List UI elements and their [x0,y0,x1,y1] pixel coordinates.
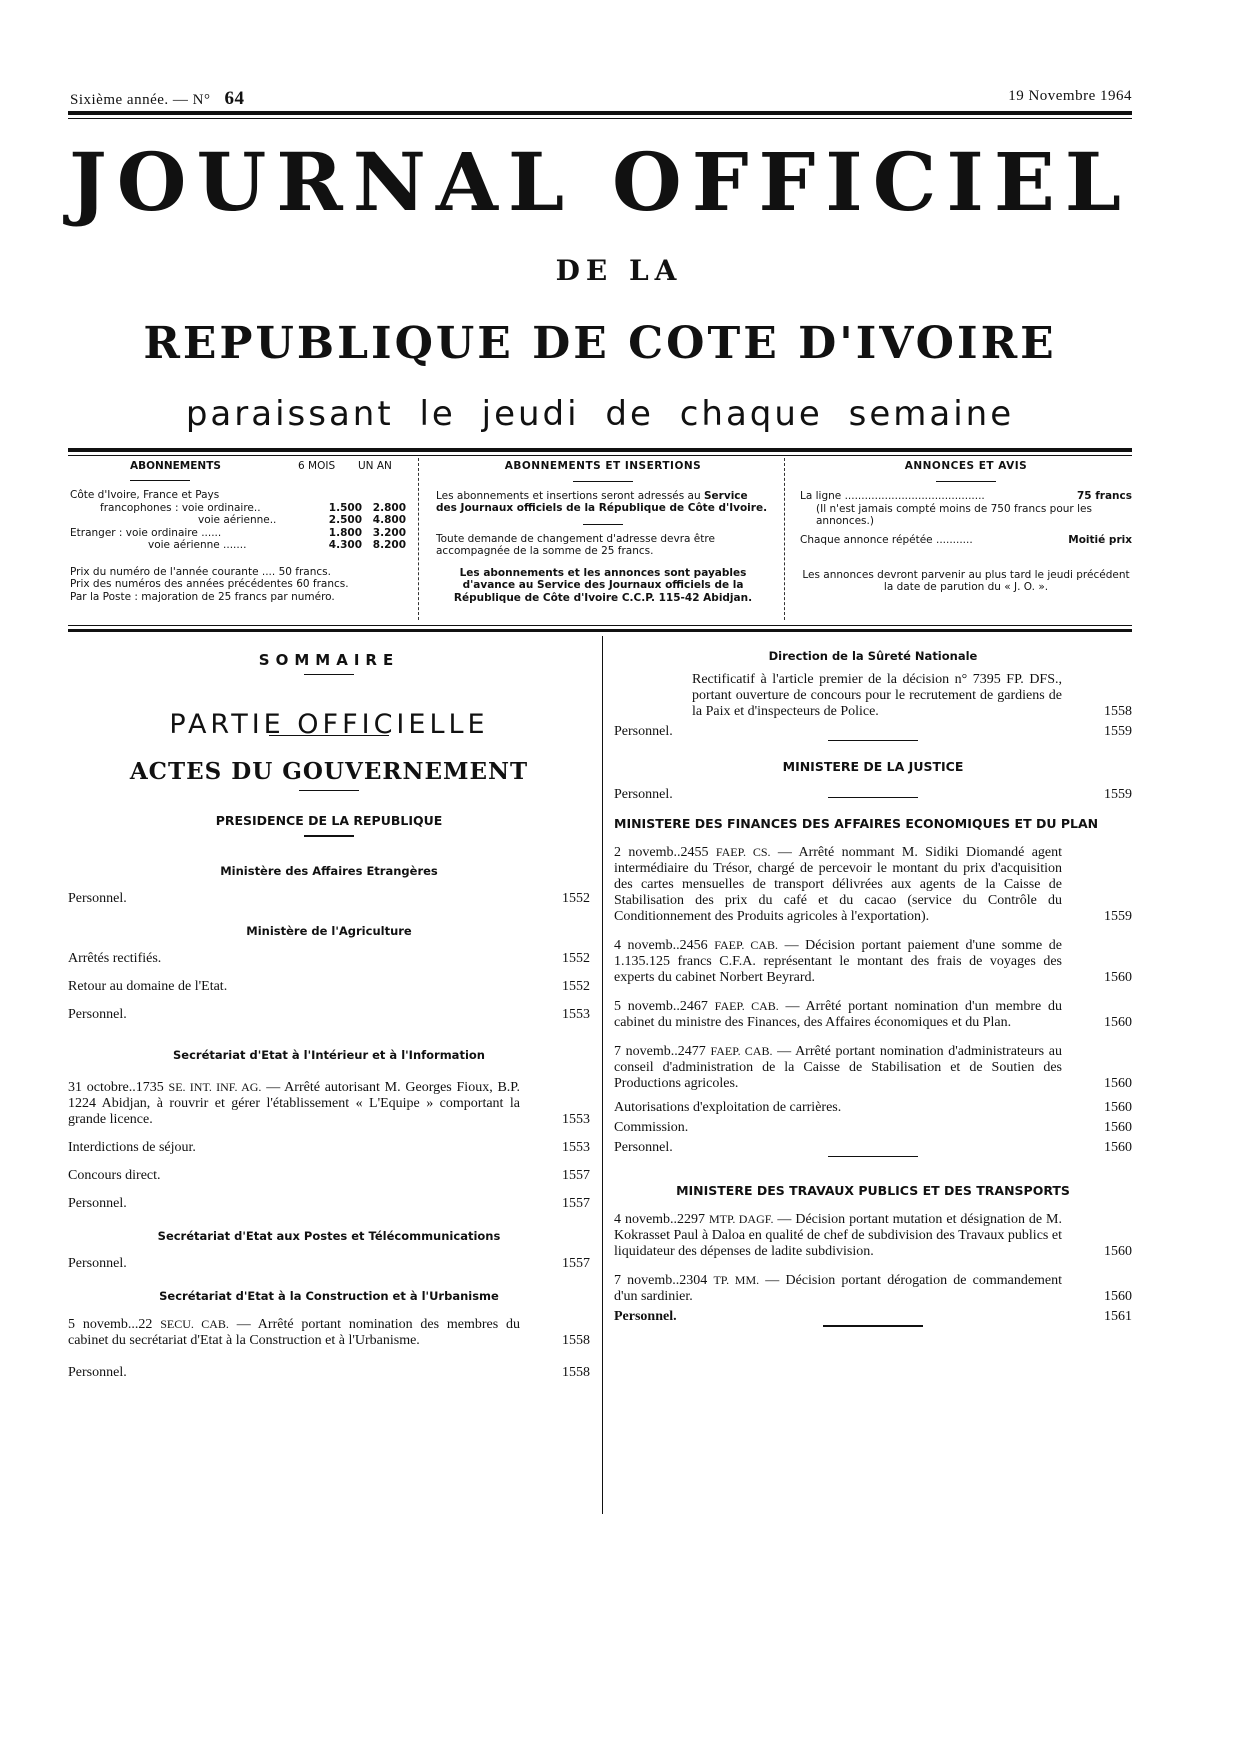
sommaire-right-column [614,648,1132,1333]
box-separator [418,458,419,620]
table-row: Etranger : voie ordinaire ...... 1.800 3.200 [70,526,406,539]
issue-number [70,88,244,110]
partie-officielle-title: PARTIE OFFICIELLE [169,709,489,740]
issue-line [70,88,1132,110]
edition-label: Sixième année. — N° [70,92,211,108]
table-row: francophones : voie ordinaire.. 1.500 2.800 [100,501,406,514]
list-item: Rectificatif à l'article premier de la décision n° 7395 FP. DFS., portant ouverture de concours pour le recrutement de gardiens de la Paix et d'inspecteurs de Police. 1558 [692,672,1132,719]
sommaire-title: SOMMAIRE [258,651,400,669]
list-item: 5 novemb...22 SECU. CAB. — Arrêté portant nomination des membres du cabinet du secrétariat d'Etat à la Construction et à l'Urbanisme. 1558 [68,1317,590,1348]
list-item: Personnel. 1560 [614,1140,1132,1155]
section-surete: Direction de la Sûreté Nationale [768,649,978,663]
list-item: 7 novemb..2304 TP. MM. — Décision portant dérogation de commandement d'un sardinier. 1560 [614,1273,1132,1304]
insertions-p2: Toute demande de changement d'adresse devra être accompagnée de la somme de 25 francs. [436,532,715,557]
annonces-box [800,460,1132,594]
list-item: Personnel. 1561 [614,1309,1132,1324]
ligne-price: 75 francs [1076,489,1132,502]
insertions-p3: Les abonnements et les annonces sont payables d'avance au Service des Journaux officiels de la République de Côte d'Ivoire C.C.P. 115-42 Abidjan. [453,566,753,604]
rule [68,448,1132,452]
section-affaires-etrangeres: Ministère des Affaires Etrangères [220,864,438,878]
ligne-label: La ligne .......................................... [800,489,985,502]
tariff-table [70,489,406,552]
list-item: Personnel. 1559 [614,787,1132,802]
list-item: 5 novemb..2467 FAEP. CAB. — Arrêté portant nomination d'un membre du cabinet du ministre des Finances, des Affaires économiques et du Plan. 1560 [614,999,1132,1030]
list-item: 7 novemb..2477 FAEP. CAB. — Arrêté portant nomination d'administrateurs au conseil d'administration de la Caisse de Stabilisation et de Soutien des Productions agricoles. 1560 [614,1044,1132,1091]
insertions-heading: ABONNEMENTS ET INSERTIONS [504,460,702,472]
table-row: voie aérienne ....... 4.300 8.200 [148,539,406,551]
list-item: Autorisations d'exploitation de carrières. 1560 [614,1100,1132,1115]
insertions-p1: Les abonnements et insertions seront adressés au Service des Journaux officiels de la République de Côte d'Ivoire. [436,489,768,514]
masthead-title: JOURNAL OFFICIEL [68,135,1132,229]
abonnements-box [70,460,406,603]
list-item: Personnel. 1557 [68,1256,590,1271]
list-item: 4 novemb..2297 MTP. DAGF. — Décision portant mutation et désignation de M. Kokrasset Paul à Daloa en qualité de chef de subdivision des Travaux publics et liquidateur des dépenses de ladite subdivision. 1560 [614,1212,1132,1259]
list-item: Personnel. 1557 [68,1196,590,1211]
sommaire-left-column [68,648,590,1381]
section-agriculture: Ministère de l'Agriculture [246,924,412,938]
prix-line: Par la Poste : majoration de 25 francs par numéro. [70,590,335,603]
section-justice: MINISTERE DE LA JUSTICE [782,759,964,774]
rule [68,629,1132,632]
annonces-heading: ANNONCES ET AVIS [904,460,1028,472]
section-finances: MINISTERE DES FINANCES DES AFFAIRES ECONOMIQUES ET DU PLAN [614,816,1099,831]
section-construction: Secrétariat d'Etat à la Construction et à l'Urbanisme [159,1289,499,1303]
insertions-box [436,460,770,613]
col-6mois: 6 MOIS [298,460,336,472]
repetee-price: Moitié prix [1068,533,1132,546]
rule [68,118,1132,119]
col-1an: UN AN [358,460,392,472]
rule [68,455,1132,456]
list-item: Arrêtés rectifiés. 1552 [68,951,590,966]
rule [68,625,1132,626]
column-separator [602,636,603,1514]
list-item: Concours direct. 1557 [68,1168,590,1183]
prix-line: Prix des numéros des années précédentes 60 francs. [70,578,349,590]
list-item: Personnel. 1552 [68,891,590,906]
issue-num: 64 [224,88,245,109]
annonces-delai: Les annonces devront parvenir au plus tard le jeudi précédent la date de parution du « J. O. ». [802,568,1130,593]
masthead-subtitle: paraissant le jeudi de chaque semaine [185,394,1015,434]
prix-line: Prix du numéro de l'année courante .... 50 francs. [70,565,331,578]
list-item: Retour au domaine de l'Etat. 1552 [68,979,590,994]
actes-title: ACTES DU GOUVERNEMENT [129,758,529,785]
section-travaux: MINISTERE DES TRAVAUX PUBLICS ET DES TRANSPORTS [676,1183,1070,1198]
section-interieur: Secrétariat d'Etat à l'Intérieur et à l'Information [173,1048,485,1062]
list-item: Interdictions de séjour. 1553 [68,1140,590,1155]
list-item: Personnel. 1559 [614,724,1132,739]
masthead-republic: REPUBLIQUE DE COTE D'IVOIRE [143,318,1057,369]
issue-date: 19 Novembre 1964 [1008,88,1132,104]
ligne-note: (Il n'est jamais compté moins de 750 francs pour les annonces.) [816,502,1092,527]
table-row: voie aérienne.. 2.500 4.800 [198,514,406,526]
box-separator [784,458,785,620]
list-item: Personnel. 1558 [68,1365,590,1380]
masthead-de-la: DE LA [555,254,683,287]
list-item: Personnel. 1553 [68,1007,590,1022]
list-item: Commission. 1560 [614,1120,1132,1135]
section-postes: Secrétariat d'Etat aux Postes et Télécommunications [157,1229,501,1243]
rule [68,111,1132,115]
table-row: Côte d'Ivoire, France et Pays [70,489,220,501]
list-item: 31 octobre..1735 SE. INT. INF. AG. — Arrêté autorisant M. Georges Fioux, B.P. 1224 Abidjan, à rouvrir et gérer l'établissement « L'Equipe » comportant la grande licence. 1553 [68,1080,590,1127]
list-item: 4 novemb..2456 FAEP. CAB. — Décision portant paiement d'une somme de 1.135.125 francs C.F.A. représentant le montant des frais de voyages des experts du cabinet Norbert Beyrard. 1560 [614,938,1132,985]
abonnements-heading: ABONNEMENTS [130,460,221,472]
section-presidence: PRESIDENCE DE LA REPUBLIQUE [215,813,443,828]
list-item: 2 novemb..2455 FAEP. CS. — Arrêté nommant M. Sidiki Diomandé agent intermédiaire du Trésor, chargé de percevoir le montant du prix d'acquisition des cartes mensuelles de transport délivrées aux agents de la Caisse de Stabilisation des prix du café et du cacao (service du Contrôle du Conditionnement des Produits agricoles à l'exportation). 1559 [614,845,1132,924]
repetee-label: Chaque annonce répétée ........... [800,533,973,546]
